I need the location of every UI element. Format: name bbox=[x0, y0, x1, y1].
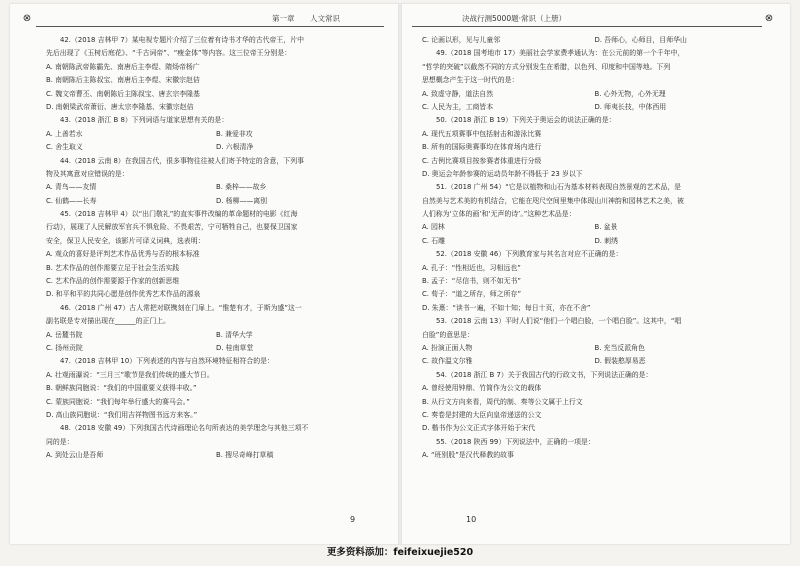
right-header-title: 决战行测5000题·常识（上册） bbox=[462, 14, 566, 23]
question-text: 42.（2018 吉林甲 7）某电视专题片介绍了三位着有诗书才华的古代帝王，片中 bbox=[60, 36, 304, 44]
text-line: B. 从行文方向来看，周代的制、奏等公文属于上行文 bbox=[422, 397, 583, 406]
option-row bbox=[422, 342, 767, 355]
option-row bbox=[422, 235, 767, 248]
option-row bbox=[46, 449, 386, 462]
question-text: 45.（2018 吉林甲 4）以“出门敬礼”的直实事件改编的革命题材的电影《红海 bbox=[60, 210, 298, 219]
text-line: A. 观众的喜好是评判艺术作品优秀与否的根本标准 bbox=[46, 250, 200, 259]
option-row bbox=[422, 355, 767, 368]
text-line: 白脸”的意思是： bbox=[422, 330, 474, 339]
question-text: 48.（2018 安徽 49）下列我国古代诗画理论名句所表达的美学理念与其他三项不 bbox=[60, 424, 309, 433]
option-text: D. 杨柳——离别 bbox=[216, 196, 268, 205]
corner-mark-icon: ⊗ bbox=[22, 13, 32, 24]
text-line: 自然美与艺术美的有机结合，它能在咫尺空间里集中体现山川神韵和园林艺术之美，被 bbox=[422, 196, 684, 205]
option-text: B. 搜尽奇峰打草稿 bbox=[216, 451, 274, 460]
question-text: 50.（2018 浙江 B 19）下列关于奥运会的说法正确的是： bbox=[436, 116, 616, 125]
text-line: D. 楷书作为公文正式字体开始于宋代 bbox=[422, 424, 536, 433]
option-text: C. 扬州贡院 bbox=[46, 343, 83, 352]
text-line: B. 南朝陈后主陈叔宝、南唐后主李煜、宋徽宗赵佶 bbox=[46, 76, 200, 85]
option-row bbox=[422, 101, 767, 114]
option-row bbox=[46, 329, 386, 342]
text-line: 同的是： bbox=[46, 437, 74, 446]
option-text: B. 心外无物，心外无理 bbox=[594, 89, 666, 98]
option-text: A. 致虚守静，道法自然 bbox=[422, 89, 493, 98]
left-header-chapter: 第一章 bbox=[272, 14, 295, 23]
option-row bbox=[422, 34, 767, 47]
text-line: D. 和平和平的共同心愿是创作优秀艺术作品的源泉 bbox=[46, 290, 201, 299]
option-text: B. 兼爱非攻 bbox=[216, 129, 253, 138]
option-text: D. 师夷长技，中体西用 bbox=[594, 102, 667, 111]
option-text: A. 青鸟——友情 bbox=[46, 183, 97, 192]
option-text: C. 石雕 bbox=[422, 236, 445, 245]
text-line: B. 艺术作品的创作需要立足于社会生活实践 bbox=[46, 263, 180, 272]
text-line: 人们称为‘立体的画’和‘无声的诗’。”这种艺术品是： bbox=[422, 210, 576, 219]
text-line: C. 艺术作品的创作需要源于作家的创新思维 bbox=[46, 277, 180, 286]
text-line: “哲学的突破”以截然不同的方式分别发生在希腊，以色列、印度和中国等地。下列 bbox=[422, 62, 671, 71]
option-row bbox=[46, 128, 386, 141]
option-text: D. 六根清净 bbox=[216, 143, 254, 152]
book-spread bbox=[10, 4, 790, 544]
text-line: C. 蒙族同胞说：“我们每年举行盛大的赛马会。” bbox=[46, 397, 190, 406]
text-line: 先后出现了《玉树后庭花》、“千古词帝”、“瘦金体”等内容。这三位帝王分别是： bbox=[46, 49, 292, 58]
question-text: 46.（2018 广州 47）古人常把对联镌刻在门扉上。“惟楚有才，于斯为盛”这一 bbox=[60, 303, 302, 312]
corner-mark-icon: ⊗ bbox=[764, 13, 774, 24]
text-line: A. 现代五项赛事中包括射击和游泳比赛 bbox=[422, 129, 542, 138]
option-text: C. 论画以形，见与儿童邻 bbox=[422, 36, 501, 44]
question-text: 51.（2018 广州 54）“它是以植物和山石为基本材料表现自然景观的艺术品，是 bbox=[436, 183, 682, 192]
right-question-list bbox=[422, 34, 767, 463]
left-page bbox=[10, 4, 398, 544]
option-row bbox=[46, 141, 386, 154]
option-text: B. 盆景 bbox=[594, 223, 618, 232]
text-line: 副名联是专对描出现在______的正门上。 bbox=[46, 317, 171, 326]
option-text: A. 岳麓书院 bbox=[46, 330, 83, 339]
header-rule bbox=[36, 26, 384, 27]
question-text: 55.（2018 陕西 99）下列说法中，正确的一项是： bbox=[436, 437, 595, 446]
right-page bbox=[402, 4, 790, 544]
question-text: 49.（2018 国考地市 17）美丽社会学家费孝通认为：在公元前的第一个千年中， bbox=[436, 49, 685, 58]
option-row bbox=[422, 221, 767, 234]
text-line: A. 孔子：“性相近也，习相远也” bbox=[422, 263, 521, 272]
text-line: 行动》，展现了人民解放军官兵不惧危险、不畏艰苦，宁可牺牲自己，也要保卫国家 bbox=[46, 223, 298, 232]
text-line: 物及其寓意对应错误的是： bbox=[46, 169, 129, 178]
text-line: C. 荀子：“道之所存，师之所存” bbox=[422, 290, 522, 299]
text-line: D. 奥运会年龄参赛的运动员年龄不得低于 23 岁以下 bbox=[422, 169, 583, 178]
text-line: C. 魏文帝曹丕、南朝陈后主陈叔宝、唐玄宗李隆基 bbox=[46, 89, 200, 98]
text-line: D. 南朝梁武帝萧衍、唐太宗李隆基、宋徽宗赵佶 bbox=[46, 102, 194, 111]
text-line: A. 壮观雨瀑说：“三月三”歌节是我们传统的盛大节日。 bbox=[46, 370, 214, 379]
option-text: A. 上善若水 bbox=[46, 129, 83, 138]
text-line: A. 南朝陈武帝陈霸先、南唐后主李煜、隋炀帝杨广 bbox=[46, 62, 200, 71]
option-text: C. 人民为主，工商皆本 bbox=[422, 102, 494, 111]
option-text: D. 刺绣 bbox=[594, 236, 618, 245]
option-row bbox=[46, 181, 386, 194]
question-text: 52.（2018 安徽 46）下列教育家与其名言对应不正确的是： bbox=[436, 250, 623, 259]
text-line: A. “班别股”是汉代释教的故事 bbox=[422, 451, 514, 460]
option-text: A. 扮演正面人物 bbox=[422, 343, 473, 352]
text-line: D. 朱熹：“读书一遍，不如十知；每日十页，亦在不舍” bbox=[422, 303, 591, 312]
question-text: 54.（2018 浙江 B 7）关于我国古代的行政文书，下列说法正确的是： bbox=[436, 370, 653, 379]
text-line: 思想概念产生于这一时代的是： bbox=[422, 76, 519, 85]
text-line: C. 奏卷是封建的大臣向皇帝递送的公文 bbox=[422, 410, 542, 419]
option-row bbox=[422, 88, 767, 101]
text-line: A. 曾经使用钟鼎、竹简作为公文的载体 bbox=[422, 384, 542, 393]
option-text: C. 舍生取义 bbox=[46, 143, 83, 152]
text-line: B. 朝鲜族同胞说：“我们的中国重要义获得丰收。” bbox=[46, 384, 197, 393]
question-text: 47.（2018 吉林甲 10）下列表述的内容与自然环境特征相符合的是： bbox=[60, 357, 274, 366]
option-text: B. 充当反派角色 bbox=[594, 343, 645, 352]
option-text: C. 仙鹤——长寿 bbox=[46, 196, 97, 205]
question-text: 53.（2018 云南 13）平时人们说“他们一个唱白脸，一个唱白脸”。这其中，“唱 bbox=[436, 317, 682, 326]
option-text: D. 吾师心，心师目，目师华山 bbox=[594, 36, 687, 44]
option-text: D. 桂南草堂 bbox=[216, 343, 254, 352]
header-rule bbox=[412, 26, 762, 27]
option-text: C. 故作温文尔雅 bbox=[422, 357, 473, 366]
option-text: D. 假装憨厚易恶 bbox=[594, 357, 646, 366]
text-line: B. 孟子：“尽信书，则不如无书” bbox=[422, 277, 521, 286]
left-header-title: 人文常识 bbox=[310, 14, 340, 23]
option-text: A. 到处云山是吾师 bbox=[46, 451, 104, 460]
option-row bbox=[46, 195, 386, 208]
left-question-list bbox=[46, 34, 386, 463]
option-text: B. 清华大学 bbox=[216, 330, 253, 339]
page-number-left: 9 bbox=[350, 515, 356, 524]
text-line: B. 所有的国际奥赛事均在体育场内进行 bbox=[422, 143, 542, 152]
option-text: A. 园林 bbox=[422, 223, 445, 232]
question-text: 44.（2018 云南 8）在我国古代，很多事物往往被人们寄予特定的含意，下列事 bbox=[60, 156, 304, 165]
question-text: 43.（2018 浙江 B 8）下列词语与道家思想有关的是： bbox=[60, 116, 229, 125]
text-line: D. 高山族同胞说：“我们用吉祥物图书远方来客。” bbox=[46, 410, 198, 419]
footer-contact: 更多资料添加：feifeixuejie520 bbox=[326, 547, 474, 558]
text-line: 安全，保卫人民安全，该影片可译义词典，选表明： bbox=[46, 236, 205, 245]
text-line: C. 古例比赛项目按参赛者体重进行分级 bbox=[422, 156, 542, 165]
option-row bbox=[46, 342, 386, 355]
option-text: B. 桑梓——故乡 bbox=[216, 183, 267, 192]
page-number-right: 10 bbox=[466, 515, 477, 524]
